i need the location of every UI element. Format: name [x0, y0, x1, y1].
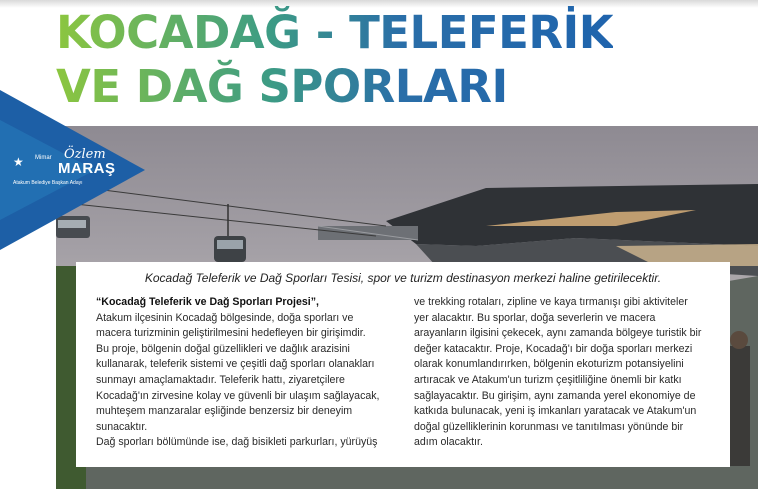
title-line-1: KOCADAĞ - TELEFERİK — [56, 6, 614, 59]
text-line: macera turizminin geliştirilmesini hedefleyen bir girişimdir. — [96, 327, 366, 340]
text-line: değer katacaktır. Proje, Kocadağ'ı bir doğa sporları merkezi — [414, 342, 693, 355]
text-line: sağlayacaktır. Bu girişim, aynı zamanda yerel ekonomiye de — [414, 389, 696, 402]
text-line: sunacaktır. — [96, 420, 148, 433]
text-line: artıracak ve Atakum'un turizm çeşitliliğine önemli bir katkı — [414, 373, 682, 386]
text-line: arayanların ilgisini çekecek, aynı zamanda bölgeye turistik bir — [414, 327, 702, 340]
logo-first-name: Özlem — [64, 147, 106, 162]
party-star-icon: ★ — [13, 155, 24, 169]
text-line: adım olacaktır. — [414, 436, 483, 449]
text-line: kullanarak, teleferik sistemi ve çeşitli dağ sporları olanakları — [96, 358, 375, 371]
text-line: katkıda bulunacak, yeni iş imkanları yaratacak ve Atakum'un — [414, 405, 697, 418]
article-panel — [76, 262, 730, 467]
text-line: doğal güzelliklerinin korunması ve tanıtılması yönünde bir — [414, 420, 684, 433]
text-line: yer alacaktır. Bu sporlar, doğa severlerin ve macera — [414, 311, 656, 324]
text-line: Atakum ilçesinin Kocadağ bölgesinde, doğa sporları ve — [96, 311, 354, 324]
title-line-2: VE DAĞ SPORLARI — [56, 60, 508, 113]
logo-mimar: Mimar — [35, 155, 52, 161]
text-line: olarak konumlandırırken, bölgenin ekoturizm potansiyelini — [414, 358, 684, 371]
text-line: sunmayı amaçlamaktadır. Teleferik hattı, ziyaretçilere — [96, 373, 345, 386]
text-line: “Kocadağ Teleferik ve Dağ Sporları Projesi”, — [96, 296, 319, 308]
article-lead: Kocadağ Teleferik ve Dağ Sporları Tesisi, spor ve turizm destinasyon merkezi haline getirilecektir. — [144, 271, 662, 285]
article-column-right — [414, 295, 734, 451]
text-line: ve trekking rotaları, zipline ve kaya tırmanışı gibi aktiviteler — [414, 296, 688, 308]
text-line: Bu proje, bölgenin doğal güzellikleri ve dağlık arazisini — [96, 342, 350, 355]
text-line: muhteşem manzaralar eşliğinde benzersiz bir deneyim — [96, 405, 353, 418]
logo-subtitle: Atakum Belediye Başkan Adayı — [13, 180, 83, 186]
article-column-left — [96, 295, 416, 451]
logo-last-name: MARAŞ — [58, 160, 116, 177]
text-line: Kocadağ'ın zirvesine kolay ve güvenli bir ulaşım sağlayacak, — [96, 389, 380, 402]
text-line: Dağ sporları bölümünde ise, dağ bisikleti parkurları, yürüyüş — [96, 436, 378, 449]
